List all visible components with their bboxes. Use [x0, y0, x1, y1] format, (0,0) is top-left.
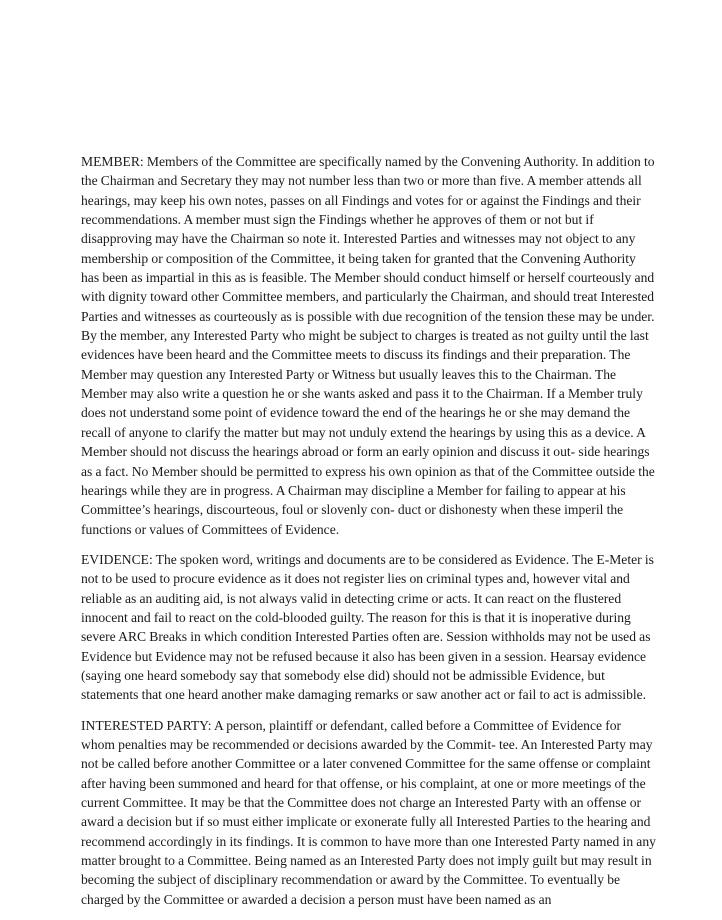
paragraph-interested-party: INTERESTED PARTY: A person, plaintiff or defendant, called before a Committee of Evidence for whom penalties may be recommended or decisions awarded by the Commit- tee. An Interested Party may not be called before another Committee or a later convened Committee for the same offense or complaint after having been summoned and heard for that offense, or his complaint, at one or more meetings of the current Committee. It may be that the Committee does not charge an Interested Party with an offense or award a decision but if so must either implicate or exonerate fully all Interested Parties to the hearing and recommend accordingly in its findings. It is common to have more than one Interested Party named in any matter brought to a Committee. Being named as an Interested Party does not imply guilt but may result in becoming the subject of disciplinary recommendation or award by the Committee. To eventually be charged by the Committee or awarded a decision a person must have been named as an [81, 717, 656, 907]
paragraph-evidence: EVIDENCE: The spoken word, writings and documents are to be considered as Evidence. The E-Meter is not to be used to procure evidence as it does not register lies on criminal types and, however vital and reliable as an auditing aid, is not always valid in detecting crime or acts. It can react on the flustered innocent and fail to react on the cold-blooded guilty. The reason for this is that it is inoperative during severe ARC Breaks in which condition Interested Parties often are. Session withholds may not be used as Evidence but Evidence may not be refused because it also has been given in a session. Hearsay evidence (saying one heard somebody say that somebody else did) should not be admissible Evidence, but statements that one heard another make damaging remarks or saw another act or fail to act is admissible. [81, 551, 654, 703]
document-page [81, 152, 656, 920]
paragraph-member: MEMBER: Members of the Committee are specifically named by the Convening Authority. In addition to the Chairman and Secretary they may not number less than two or more than five. A member attends all hearings, may keep his own notes, passes on all Findings and votes for or against the Findings and their recommendations. A member must sign the Findings whether he approves of them or not but if disapproving may have the Chairman so note it. Interested Parties and witnesses may not object to any membership or composition of the Committee, it being taken for granted that the Convening Authority has been as impartial in this as is feasible. The Member should conduct himself or herself courteously and with dignity toward other Committee members, and particularly the Chairman, and should treat Interested Parties and witnesses as courteously as is possible with due recognition of the tension these may be under. By the member, any Interested Party who might be subject to charges is treated as not guilty until the last evidences have been heard and the Committee meets to discuss its findings and their preparation. The Member may question any Interested Party or Witness but usually leaves this to the Chairman. The Member may also write a question he or she wants asked and pass it to the Chairman. If a Member truly does not understand some point of evidence toward the end of the hearings he or she may demand the recall of anyone to clarify the matter but may not unduly extend the hearings by using this as a device. A Member should not discuss the hearings abroad or form an early opinion and discuss it out- side hearings as a fact. No Member should be permitted to express his own opinion as that of the Committee outside the hearings while they are in progress. A Chairman may discipline a Member for failing to appear at his Committee’s hearings, discourteous, foul or slovenly con- duct or dishonesty when these imperil the functions or values of Committees of Evidence. [81, 154, 655, 537]
